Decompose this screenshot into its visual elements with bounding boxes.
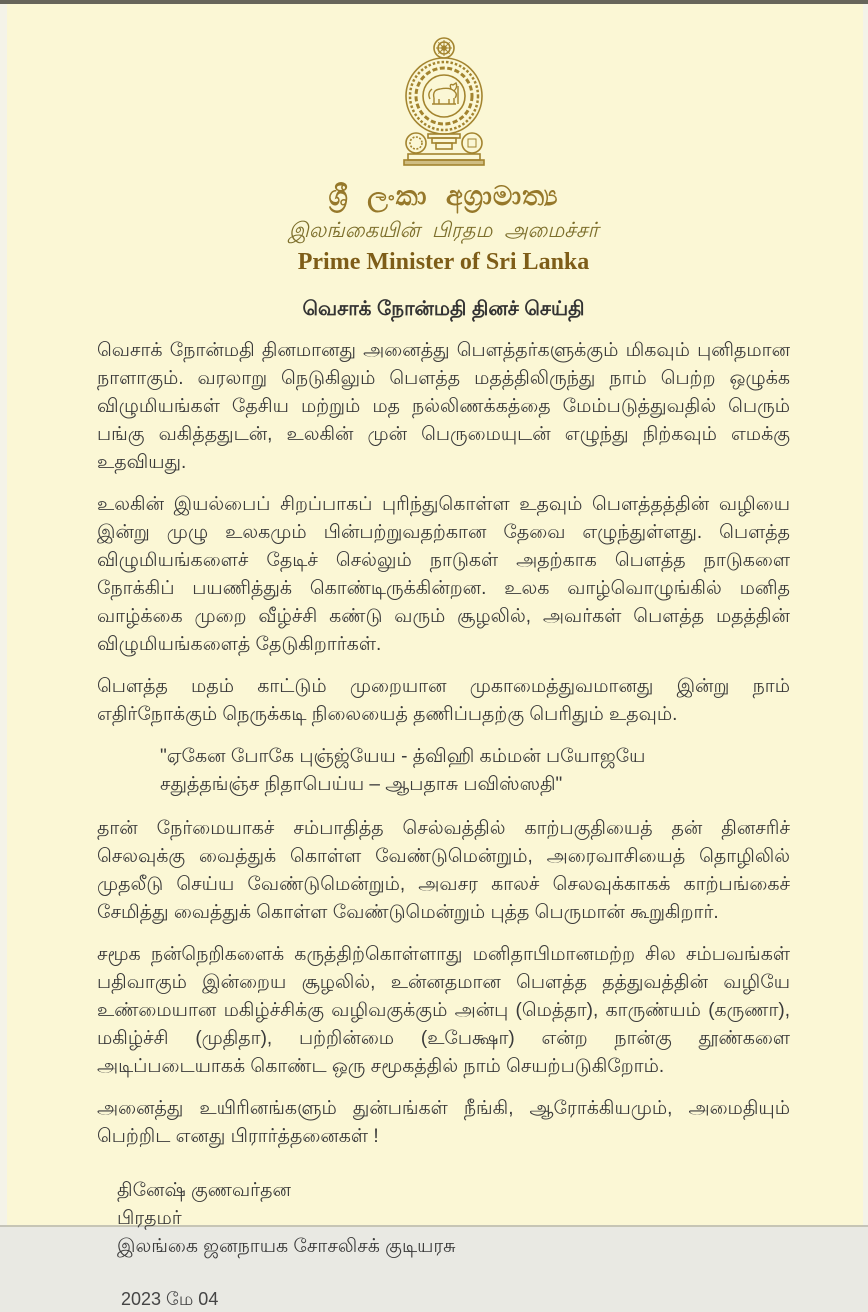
body-paragraph-5: சமூக நன்நெறிகளைக் கருத்திற்கொள்ளாது மனிதாபிமானமற்ற சில சம்பவங்கள் பதிவாகும் இன்றைய சூழலில், உன்னதமான பௌத்த தத்துவத்தின் வழியே உண்மையான மகிழ்ச்சிக்கு வழிவகுக்கும் அன்பு (மெத்தா), காருண்யம் (கருணா), மகிழ்ச்சி (முதிதா), பற்றின்மை (உபேக்ஷா) என்ற நான்கு தூண்களை அடிப்படையாகக் கொண்ட ஒரு சமூகத்தில் நாம் செயற்படுகிறோம்.: [97, 944, 790, 1077]
scan-edge-left: [0, 4, 7, 1227]
signatory-title: பிரதமர்: [117, 1208, 182, 1229]
body-paragraph-1: வெசாக் நோன்மதி தினமானது அனைத்து பௌத்தர்களுக்கும் மிகவும் புனிதமான நாளாகும். வரலாறு நெடுகிலும் பௌத்த மதத்திலிருந்து நாம் பெற்ற ஒழுக்க விழுமியங்கள் தேசிய மற்றும் மத நல்லிணக்கத்தை மேம்படுத்துவதில் பெரும் பங்கு வகித்ததுடன், உலகின் முன் பெருமையுடன் எழுந்து நிற்கவும் எமக்கு உதவியது.: [97, 340, 790, 473]
body-paragraph-4: தான் நேர்மையாகச் சம்பாதித்த செல்வத்தில் காற்பகுதியைத் தன் தினசரிச் செலவுக்கு வைத்துக் கொள்ள வேண்டுமென்றும், அரைவாசியைத் தொழிலில் முதலீடு செய்ய வேண்டுமென்றும், அவசர காலச் செலவுக்காகக் காற்பங்கைச் சேமித்து வைத்துக் கொள்ள வேண்டுமென்றும் புத்த பெருமான் கூறுகிறார்.: [97, 818, 790, 923]
letterhead: [97, 36, 790, 276]
body-paragraph-6: அனைத்து உயிரினங்களும் துன்பங்கள் நீங்கி, ஆரோக்கியமும், அமைதியும் பெற்றிட எனது பிரார்த்தனைகள் !: [97, 1098, 790, 1147]
body-paragraph-2: உலகின் இயல்பைப் சிறப்பாகப் புரிந்துகொள்ள உதவும் பௌத்தத்தின் வழியை இன்று முழு உலகமும் பின்பற்றுவதற்கான தேவை எழுந்துள்ளது. பௌத்த விழுமியங்களைச் தேடிச் செல்லும் நாடுகள் அதற்காக பௌத்த நாடுகளை நோக்கிப் பயணித்துக் கொண்டிருக்கின்றன. உலக வாழ்வொழுங்கில் மனித வாழ்க்கை முறை வீழ்ச்சி கண்டு வரும் சூழலில், அவர்கள் பௌத்த மதத்தின் விழுமியங்களைத் தேடுகிறார்கள்.: [97, 494, 790, 655]
quote-line-1: "ஏகேன போகே புஞ்ஜ்யேய - த்விஹி கம்மன் பயோஜயே: [160, 746, 646, 767]
signatory-country: இலங்கை ஜனநாயக சோசலிசக் குடியரசு: [117, 1236, 456, 1257]
signatory-name: தினேஷ் குணவர்தன: [117, 1180, 291, 1201]
sri-lanka-emblem-icon: [97, 36, 790, 173]
body-paragraph-3: பௌத்த மதம் காட்டும் முறையான முகாமைத்துவமானது இன்று நாம் எதிர்நோக்கும் நெருக்கடி நிலையைத் தணிப்பதற்கு பெரிதும் உதவும்.: [97, 676, 790, 725]
scan-edge-right: [863, 4, 868, 1227]
document-title: வெசாக் நோன்மதி தினச் செய்தி: [302, 298, 585, 320]
letterhead-title-english: Prime Minister of Sri Lanka: [297, 249, 590, 275]
quote-line-2: சதுத்தங்ஞ்ச நிதாபெய்ய – ஆபதாசு பவிஸ்ஸதி": [160, 774, 563, 795]
letter-content: [97, 0, 790, 1312]
document-date: 2023 மே 04: [121, 1289, 219, 1309]
letterhead-title-tamil: இலங்கையின் பிரதம அமைச்சர்: [288, 219, 599, 242]
pali-verse-quote: [160, 743, 790, 799]
letterhead-title-sinhala: ශ්‍රී ලංකා අග්‍රාමාත්‍ය: [328, 181, 559, 211]
signature-block: [117, 1177, 790, 1261]
